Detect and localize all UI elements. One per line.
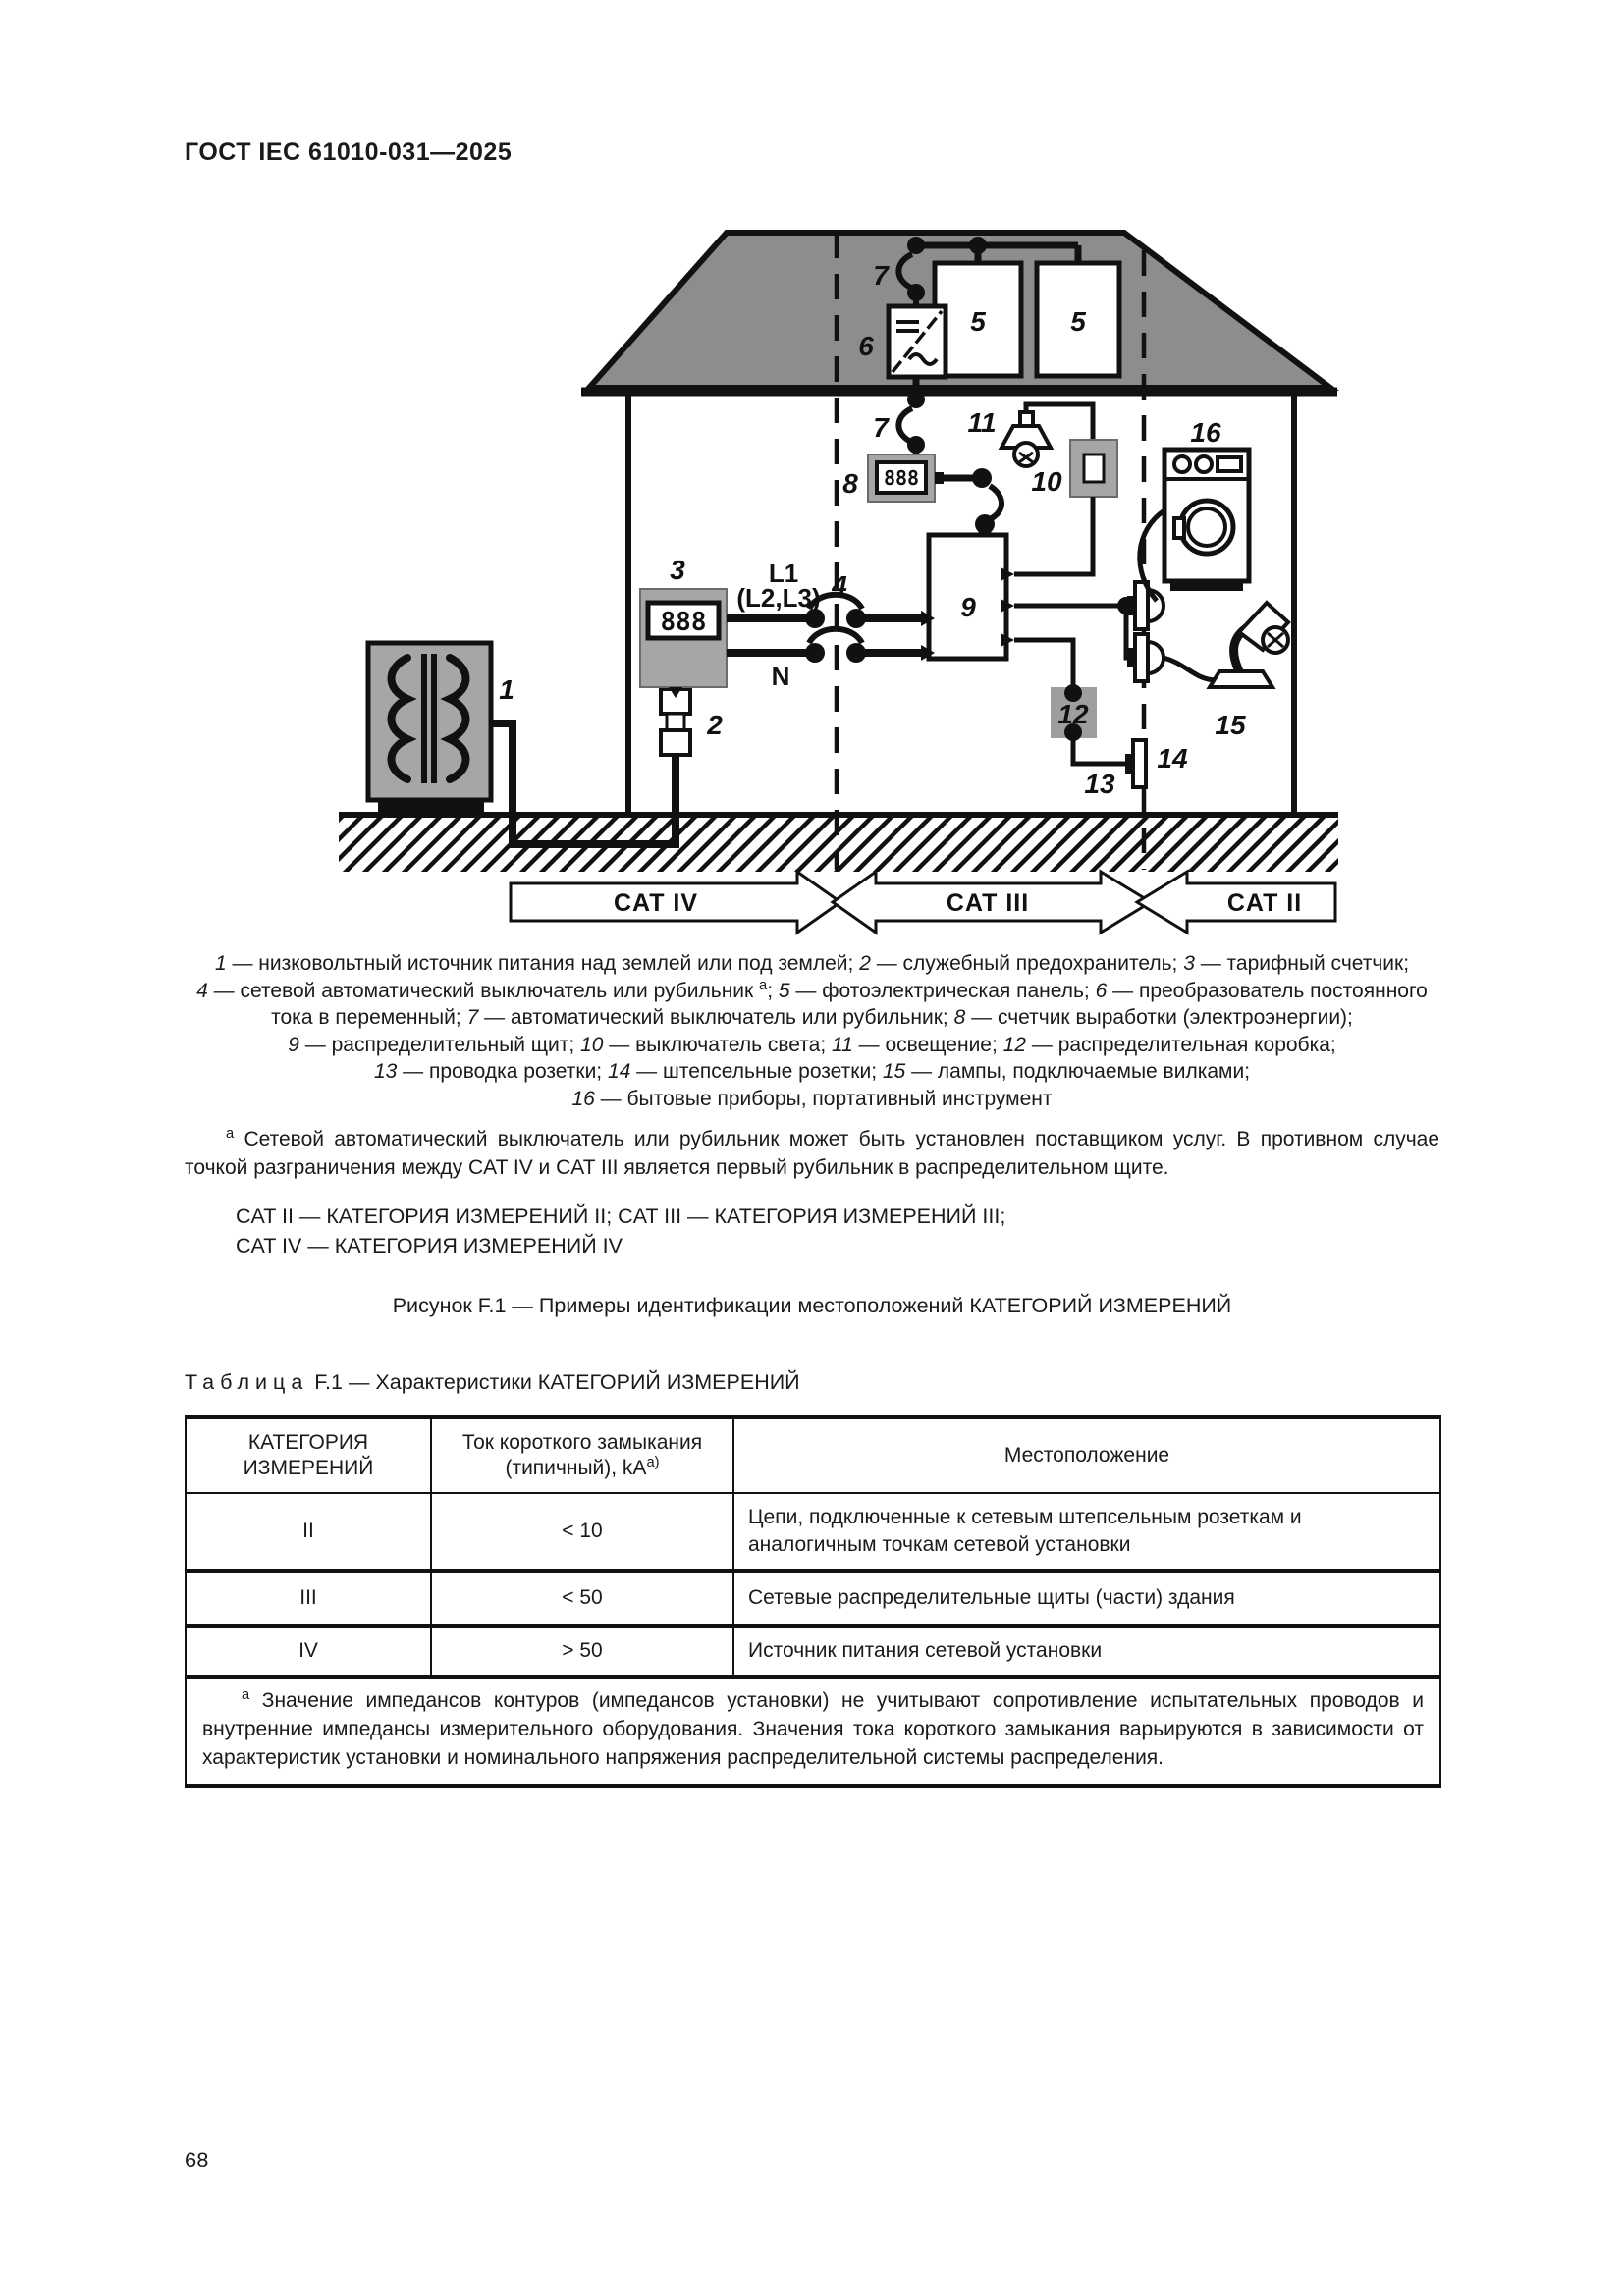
label-junction-box: 12 xyxy=(1057,699,1089,729)
cell-current: < 10 xyxy=(431,1493,733,1571)
label-converter: 6 xyxy=(858,331,874,361)
legend-line: 13 — проводка розетки; 14 — штепсельные розетки; 15 — лампы, подключаемые вилками; xyxy=(373,1060,1251,1083)
label-transformer: 1 xyxy=(499,674,514,705)
cat2-label: CAT II xyxy=(1226,889,1303,917)
label-panel-a: 5 xyxy=(970,306,986,337)
cat3-label: CAT III xyxy=(946,889,1030,917)
cell-category: III xyxy=(186,1571,431,1626)
cell-current: < 50 xyxy=(431,1571,733,1626)
label-distribution-board: 9 xyxy=(960,592,976,622)
cat-definition-line: CAT IV — КАТЕГОРИЯ ИЗМЕРЕНИЙ IV xyxy=(236,1234,623,1257)
label-appliances: 16 xyxy=(1190,417,1221,448)
measurement-category-table xyxy=(185,1415,1441,1788)
legend-line: 16 — бытовые приборы, портативный инструмент xyxy=(571,1087,1053,1110)
cat-definitions xyxy=(185,1201,1439,1260)
label-indoor-breaker: 7 xyxy=(873,412,889,443)
label-socket: 14 xyxy=(1157,743,1188,774)
cat2-band xyxy=(1137,872,1335,933)
cell-location: Источник питания сетевой установки xyxy=(733,1626,1440,1677)
meter8-display: 888 xyxy=(883,466,920,490)
cell-location: Сетевые распределительные щиты (части) здания xyxy=(733,1571,1440,1626)
generation-meter-icon xyxy=(868,454,944,502)
legend-line: 9 — распределительный щит; 10 — выключатель света; 11 — освещение; 12 — распределительная коробка; xyxy=(288,1033,1336,1056)
cell-current: > 50 xyxy=(431,1626,733,1677)
table-header-row xyxy=(186,1417,1440,1494)
label-roof-breaker: 7 xyxy=(873,260,889,291)
table-row xyxy=(186,1493,1440,1571)
dc-ac-converter-icon xyxy=(889,306,946,392)
cat-definition-line: CAT II — КАТЕГОРИЯ ИЗМЕРЕНИЙ II; CAT III — КАТЕГОРИЯ ИЗМЕРЕНИЙ III; xyxy=(236,1204,1006,1228)
table-row xyxy=(186,1571,1440,1626)
legend-line: тока в переменный; 7 — автоматический выключатель или рубильник; 8 — счетчик выработки (электроэнергии); xyxy=(271,1006,1353,1029)
label-lighting: 11 xyxy=(967,407,997,438)
label-socket-wiring: 13 xyxy=(1084,769,1115,799)
cell-category: II xyxy=(186,1493,431,1571)
label-neutral: N xyxy=(771,662,790,691)
label-line-alt: (L2,L3) xyxy=(736,583,821,613)
legend-line: 4 — сетевой автоматический выключатель или рубильник $^a$; 5 — фотоэлектрическая панель; 6 — преобразователь постоянного xyxy=(196,977,1428,1002)
label-light-switch: 10 xyxy=(1031,466,1062,497)
table-footnote-row xyxy=(186,1677,1440,1786)
label-generation-meter: 8 xyxy=(842,468,858,499)
cat4-label: CAT IV xyxy=(613,889,699,917)
tariff-meter-icon xyxy=(640,589,727,698)
table-footnote: $^a$ Значение импедансов контуров (импедансов установки) не учитывают сопротивление испытательных проводов и внутренние импедансы измерительного оборудования. Значения тока короткого замыкания варьируются в зависимости от характеристик установки и номинального напряжения распределительной системы распределения. xyxy=(202,1687,1424,1769)
label-line: L1 xyxy=(768,559,799,588)
transformer-icon xyxy=(368,643,491,817)
meter3-display: 888 xyxy=(660,608,707,637)
table-title-rest: F.1 — Характеристики КАТЕГОРИЙ ИЗМЕРЕНИЙ xyxy=(308,1370,800,1394)
figure-caption: Рисунок F.1 — Примеры идентификации местоположений КАТЕГОРИЙ ИЗМЕРЕНИЙ xyxy=(392,1294,1232,1317)
label-panel-b: 5 xyxy=(1070,306,1086,337)
page-number: 68 xyxy=(185,2148,209,2172)
figure-f1-diagram xyxy=(339,224,1340,940)
cat3-band xyxy=(833,872,1151,933)
col-header-category: КАТЕГОРИЯ ИЗМЕРЕНИЙ xyxy=(186,1417,431,1494)
table-title xyxy=(185,1370,1439,1395)
figure-legend xyxy=(185,950,1439,1112)
legend-line: 1 — низковольтный источник питания над землей или под землей; 2 — служебный предохранитель; 3 — тарифный счетчик; xyxy=(214,952,1410,975)
cell-location: Цепи, подключенные к сетевым штепсельным розеткам и аналогичным точкам сетевой установки xyxy=(733,1493,1440,1571)
table-row xyxy=(186,1626,1440,1677)
label-mains-switch: 4 xyxy=(832,570,847,601)
label-plug-lamp: 15 xyxy=(1215,710,1246,740)
label-fuse: 2 xyxy=(707,710,723,740)
col-header-location: Местоположение xyxy=(733,1417,1440,1494)
label-tariff-meter: 3 xyxy=(670,555,685,585)
col-header-current: Ток короткого замыкания (типичный), $kA^{a)}$ xyxy=(431,1417,733,1494)
figure-footnote: $^a$ Сетевой автоматический выключатель или рубильник может быть установлен поставщиком услуг. В противном случае точкой разграничения между CAT IV и CAT III является первый рубильник в распределительном щите. xyxy=(185,1126,1439,1179)
document-title: ГОСТ IEC 61010-031—2025 xyxy=(185,138,513,166)
cat4-band xyxy=(511,872,840,933)
cell-category: IV xyxy=(186,1626,431,1677)
table-title-word: Таблица xyxy=(185,1370,309,1394)
